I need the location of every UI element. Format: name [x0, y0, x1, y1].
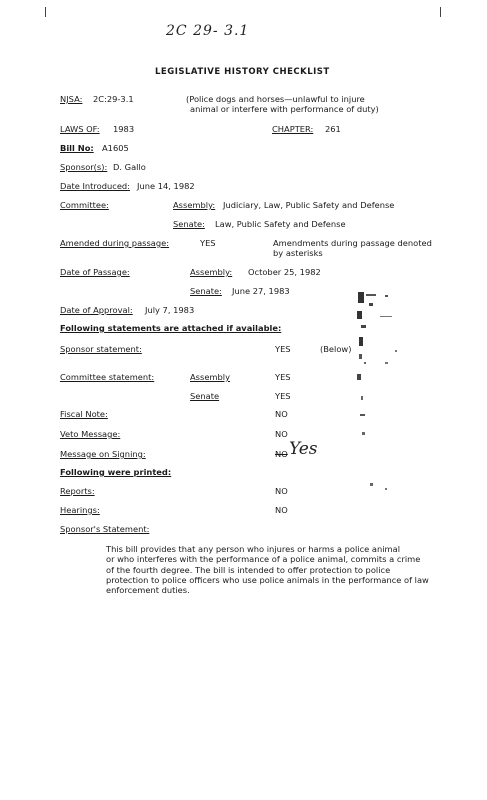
- scan-artifact-marks: [365, 478, 405, 508]
- reports-label: Reports:: [60, 486, 95, 496]
- committee-statement-assembly-value: YES: [275, 372, 291, 382]
- statement-line: enforcement duties.: [106, 585, 190, 596]
- committee-statement-senate-label: Senate: [190, 391, 220, 401]
- sponsors-value: D. Gallo: [113, 162, 146, 172]
- date-introduced-value: June 14, 1982: [137, 181, 195, 191]
- fiscal-note-label: Fiscal Note:: [60, 409, 108, 419]
- sponsor-statement-value: YES: [275, 344, 291, 354]
- passage-assembly-label: Assembly:: [190, 267, 233, 277]
- page-title: LEGISLATIVE HISTORY CHECKLIST: [155, 67, 330, 77]
- sponsors-statement-heading: Sponsor's Statement:: [60, 524, 150, 534]
- committee-senate-value: Law, Public Safety and Defense: [215, 219, 346, 229]
- message-on-signing-handwritten-value: Yes: [289, 439, 318, 459]
- following-printed-heading: Following were printed:: [60, 467, 172, 477]
- sponsors-label: Sponsor(s):: [60, 162, 108, 172]
- njsa-description-line1: (Police dogs and horses—unlawful to injure: [186, 94, 365, 104]
- amended-note-line2: by asterisks: [273, 248, 323, 258]
- passage-assembly-value: October 25, 1982: [248, 267, 321, 277]
- amended-value: YES: [200, 238, 216, 248]
- fiscal-note-value: NO: [275, 409, 288, 419]
- scan-artifact-marks: [355, 292, 415, 462]
- hearings-value: NO: [275, 505, 288, 515]
- date-of-approval-value: July 7, 1983: [145, 305, 195, 315]
- chapter-value: 261: [325, 124, 341, 134]
- laws-of-label: LAWS OF:: [60, 124, 100, 134]
- bill-no-label: Bill No:: [60, 143, 94, 153]
- date-of-passage-label: Date of Passage:: [60, 267, 130, 277]
- date-introduced-label: Date Introduced:: [60, 181, 130, 191]
- hearings-label: Hearings:: [60, 505, 100, 515]
- reports-value: NO: [275, 486, 288, 496]
- veto-message-value: NO: [275, 429, 288, 439]
- statement-line: of the fourth degree. The bill is intended to offer protection to police: [106, 564, 391, 575]
- passage-senate-value: June 27, 1983: [232, 286, 290, 296]
- bill-no-value: A1605: [102, 143, 129, 153]
- passage-senate-label: Senate:: [190, 286, 222, 296]
- statement-line: or who interferes with the performance of a police animal, commits a crime: [106, 554, 421, 565]
- njsa-value: 2C:29-3.1: [93, 94, 134, 104]
- sponsors-statement-body: [106, 544, 429, 596]
- statement-line: protection to police officers who use police animals in the performance of law: [106, 575, 429, 586]
- message-on-signing-label: Message on Signing:: [60, 449, 146, 459]
- sponsor-statement-note: (Below): [320, 344, 352, 354]
- amended-label: Amended during passage:: [60, 238, 170, 248]
- committee-assembly-label: Assembly:: [173, 200, 216, 210]
- committee-statement-assembly-label: Assembly: [190, 372, 230, 382]
- handwritten-code: 2C 29- 3.1: [166, 23, 250, 39]
- amended-note-line1: Amendments during passage denoted: [273, 238, 432, 248]
- committee-statement-label: Committee statement:: [60, 372, 155, 382]
- njsa-description-line2: animal or interfere with performance of duty): [190, 104, 379, 114]
- chapter-label: CHAPTER:: [272, 124, 314, 134]
- committee-assembly-value: Judiciary, Law, Public Safety and Defense: [223, 200, 395, 210]
- message-on-signing-struck-value: NO: [275, 449, 288, 459]
- margin-tick-mark: [440, 7, 441, 17]
- sponsor-statement-label: Sponsor statement:: [60, 344, 142, 354]
- committee-statement-senate-value: YES: [275, 391, 291, 401]
- margin-tick-mark: [45, 7, 46, 17]
- njsa-label: NJSA:: [60, 94, 83, 104]
- committee-label: Committee:: [60, 200, 109, 210]
- laws-of-value: 1983: [113, 124, 135, 134]
- veto-message-label: Veto Message:: [60, 429, 121, 439]
- committee-senate-label: Senate:: [173, 219, 205, 229]
- date-of-approval-label: Date of Approval:: [60, 305, 133, 315]
- following-attached-heading: Following statements are attached if available:: [60, 323, 282, 333]
- statement-line: This bill provides that any person who injures or harms a police animal: [106, 544, 401, 554]
